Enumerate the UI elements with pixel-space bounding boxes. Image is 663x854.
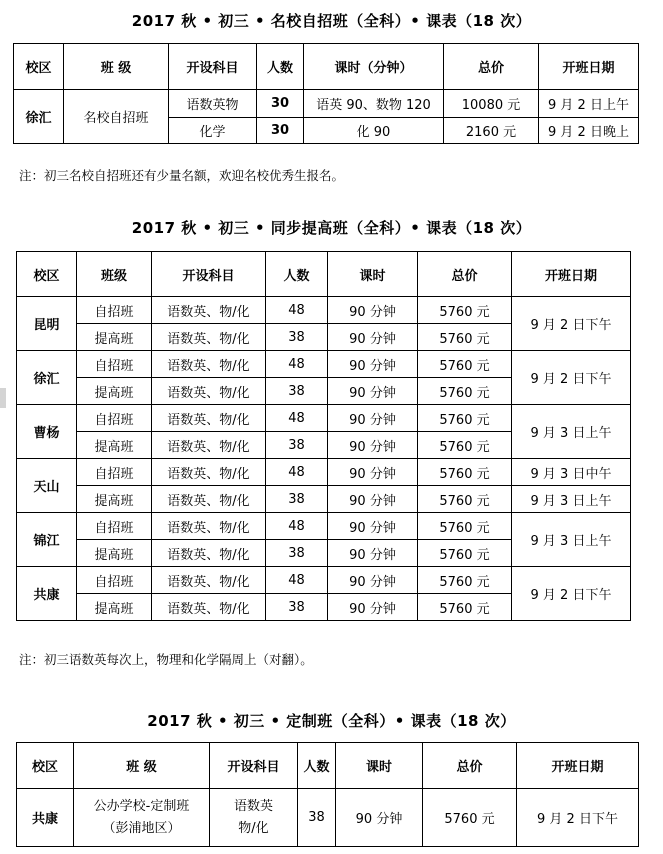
price-cell: 5760 元 xyxy=(423,789,517,847)
section1-note: 注：初三名校自招班还有少量名额，欢迎名校优秀生报名。 xyxy=(19,168,345,183)
class-cell: 自招班 xyxy=(77,459,152,486)
price-cell: 5760 元 xyxy=(418,486,512,513)
header-cell: 课时 xyxy=(328,252,418,297)
hours-cell: 90 分钟 xyxy=(328,324,418,351)
campus-cell: 曹杨 xyxy=(17,405,77,459)
date-cell: 9 月 2 日下午 xyxy=(512,567,631,621)
hours-cell: 90 分钟 xyxy=(328,351,418,378)
class-line: （彭浦地区） xyxy=(102,820,181,836)
price-cell: 5760 元 xyxy=(418,540,512,567)
count-cell: 48 xyxy=(266,567,328,594)
date-cell: 9 月 2 日下午 xyxy=(512,297,631,351)
header-cell: 人数 xyxy=(257,44,304,90)
subject-cell: 语数英、物/化 xyxy=(152,459,266,486)
subject-line: 物/化 xyxy=(238,820,269,836)
section3-header-row xyxy=(17,743,639,789)
date-cell: 9 月 2 日下午 xyxy=(512,351,631,405)
price-cell: 5760 元 xyxy=(418,351,512,378)
class-cell: 提高班 xyxy=(77,432,152,459)
section2-header-row xyxy=(17,252,631,297)
header-cell: 人数 xyxy=(266,252,328,297)
campus-cell: 共康 xyxy=(17,789,74,847)
table-row xyxy=(17,567,631,594)
price-cell: 5760 元 xyxy=(418,432,512,459)
header-cell: 开设科目 xyxy=(152,252,266,297)
hours-cell: 90 分钟 xyxy=(328,459,418,486)
class-cell: 提高班 xyxy=(77,324,152,351)
count-cell: 38 xyxy=(298,789,336,847)
hours-cell: 90 分钟 xyxy=(328,594,418,621)
price-cell: 5760 元 xyxy=(418,378,512,405)
hours-cell: 90 分钟 xyxy=(328,378,418,405)
subject-cell: 语数英、物/化 xyxy=(152,378,266,405)
date-cell: 9 月 3 日中午 xyxy=(512,459,631,486)
class-cell: 自招班 xyxy=(77,351,152,378)
section3-title: 2017 秋 • 初三 • 定制班（全科）• 课表（18 次） xyxy=(147,712,516,730)
hours-cell: 90 分钟 xyxy=(328,486,418,513)
header-cell: 开设科目 xyxy=(169,44,257,90)
scroll-indicator xyxy=(0,388,6,408)
count-cell: 48 xyxy=(266,459,328,486)
class-cell: 自招班 xyxy=(77,297,152,324)
hours-cell: 化 90 xyxy=(304,118,444,144)
count-cell: 30 xyxy=(257,118,304,144)
class-cell: 自招班 xyxy=(77,567,152,594)
count-cell: 38 xyxy=(266,594,328,621)
header-cell: 校区 xyxy=(17,252,77,297)
hours-cell: 90 分钟 xyxy=(328,567,418,594)
price-cell: 2160 元 xyxy=(444,118,539,144)
class-cell: 自招班 xyxy=(77,405,152,432)
section1-table xyxy=(13,43,639,144)
hours-cell: 90 分钟 xyxy=(336,789,423,847)
subject-cell: 语数英、物/化 xyxy=(152,351,266,378)
table-row xyxy=(14,90,639,118)
table-row xyxy=(17,405,631,432)
header-cell: 开班日期 xyxy=(517,743,639,789)
header-cell: 总价 xyxy=(423,743,517,789)
class-cell: 名校自招班 xyxy=(64,90,169,144)
date-cell: 9 月 3 日上午 xyxy=(512,486,631,513)
price-cell: 5760 元 xyxy=(418,513,512,540)
count-cell: 48 xyxy=(266,297,328,324)
price-cell: 5760 元 xyxy=(418,459,512,486)
class-cell: 提高班 xyxy=(77,486,152,513)
table-row xyxy=(17,351,631,378)
campus-cell: 徐汇 xyxy=(17,351,77,405)
hours-cell: 90 分钟 xyxy=(328,513,418,540)
subject-line: 语数英 xyxy=(233,798,273,814)
header-cell: 开班日期 xyxy=(539,44,639,90)
hours-cell: 90 分钟 xyxy=(328,540,418,567)
subject-cell: 语数英、物/化 xyxy=(152,297,266,324)
price-cell: 5760 元 xyxy=(418,594,512,621)
section2-table xyxy=(16,251,631,621)
date-cell: 9 月 2 日晚上 xyxy=(539,118,639,144)
price-cell: 5760 元 xyxy=(418,324,512,351)
date-cell: 9 月 2 日下午 xyxy=(517,789,639,847)
class-line: 公办学校-定制班 xyxy=(93,798,190,814)
subject-cell: 语数英、物/化 xyxy=(152,324,266,351)
table-row xyxy=(17,459,631,486)
header-cell: 班 级 xyxy=(74,743,210,789)
count-cell: 38 xyxy=(266,486,328,513)
subject-cell: 语数英、物/化 xyxy=(152,540,266,567)
header-cell: 开设科目 xyxy=(210,743,298,789)
date-cell: 9 月 3 日上午 xyxy=(512,513,631,567)
section3-table xyxy=(16,742,639,847)
class-cell xyxy=(74,789,210,847)
section2-note: 注：初三语数英每次上，物理和化学隔周上（对翻）。 xyxy=(19,652,313,667)
count-cell: 38 xyxy=(266,378,328,405)
count-cell: 38 xyxy=(266,432,328,459)
header-cell: 班级 xyxy=(77,252,152,297)
price-cell: 5760 元 xyxy=(418,297,512,324)
header-cell: 校区 xyxy=(14,44,64,90)
header-cell: 班 级 xyxy=(64,44,169,90)
campus-cell: 天山 xyxy=(17,459,77,513)
section1-header-row xyxy=(14,44,639,90)
class-cell: 提高班 xyxy=(77,540,152,567)
campus-cell: 徐汇 xyxy=(14,90,64,144)
count-cell: 38 xyxy=(266,324,328,351)
header-cell: 课时 xyxy=(336,743,423,789)
table-row xyxy=(17,297,631,324)
date-cell: 9 月 3 日上午 xyxy=(512,405,631,459)
subject-cell: 语数英物 xyxy=(169,90,257,118)
subject-cell: 语数英、物/化 xyxy=(152,513,266,540)
subject-cell xyxy=(210,789,298,847)
subject-cell: 语数英、物/化 xyxy=(152,567,266,594)
header-cell: 人数 xyxy=(298,743,336,789)
header-cell: 课时（分钟） xyxy=(304,44,444,90)
price-cell: 10080 元 xyxy=(444,90,539,118)
section2-title: 2017 秋 • 初三 • 同步提高班（全科）• 课表（18 次） xyxy=(131,219,532,237)
class-cell: 提高班 xyxy=(77,594,152,621)
subject-cell: 化学 xyxy=(169,118,257,144)
subject-cell: 语数英、物/化 xyxy=(152,405,266,432)
count-cell: 30 xyxy=(257,90,304,118)
price-cell: 5760 元 xyxy=(418,567,512,594)
price-cell: 5760 元 xyxy=(418,405,512,432)
header-cell: 校区 xyxy=(17,743,74,789)
subject-cell: 语数英、物/化 xyxy=(152,486,266,513)
hours-cell: 90 分钟 xyxy=(328,297,418,324)
subject-cell: 语数英、物/化 xyxy=(152,432,266,459)
subject-cell: 语数英、物/化 xyxy=(152,594,266,621)
count-cell: 48 xyxy=(266,351,328,378)
count-cell: 38 xyxy=(266,540,328,567)
hours-cell: 语英 90、数物 120 xyxy=(304,90,444,118)
table-row xyxy=(17,789,639,847)
campus-cell: 共康 xyxy=(17,567,77,621)
header-cell: 总价 xyxy=(444,44,539,90)
table-row xyxy=(17,486,631,513)
hours-cell: 90 分钟 xyxy=(328,432,418,459)
section1-title: 2017 秋 • 初三 • 名校自招班（全科）• 课表（18 次） xyxy=(131,12,532,30)
campus-cell: 昆明 xyxy=(17,297,77,351)
table-row xyxy=(17,513,631,540)
class-cell: 自招班 xyxy=(77,513,152,540)
count-cell: 48 xyxy=(266,405,328,432)
campus-cell: 锦江 xyxy=(17,513,77,567)
header-cell: 开班日期 xyxy=(512,252,631,297)
header-cell: 总价 xyxy=(418,252,512,297)
hours-cell: 90 分钟 xyxy=(328,405,418,432)
count-cell: 48 xyxy=(266,513,328,540)
class-cell: 提高班 xyxy=(77,378,152,405)
date-cell: 9 月 2 日上午 xyxy=(539,90,639,118)
